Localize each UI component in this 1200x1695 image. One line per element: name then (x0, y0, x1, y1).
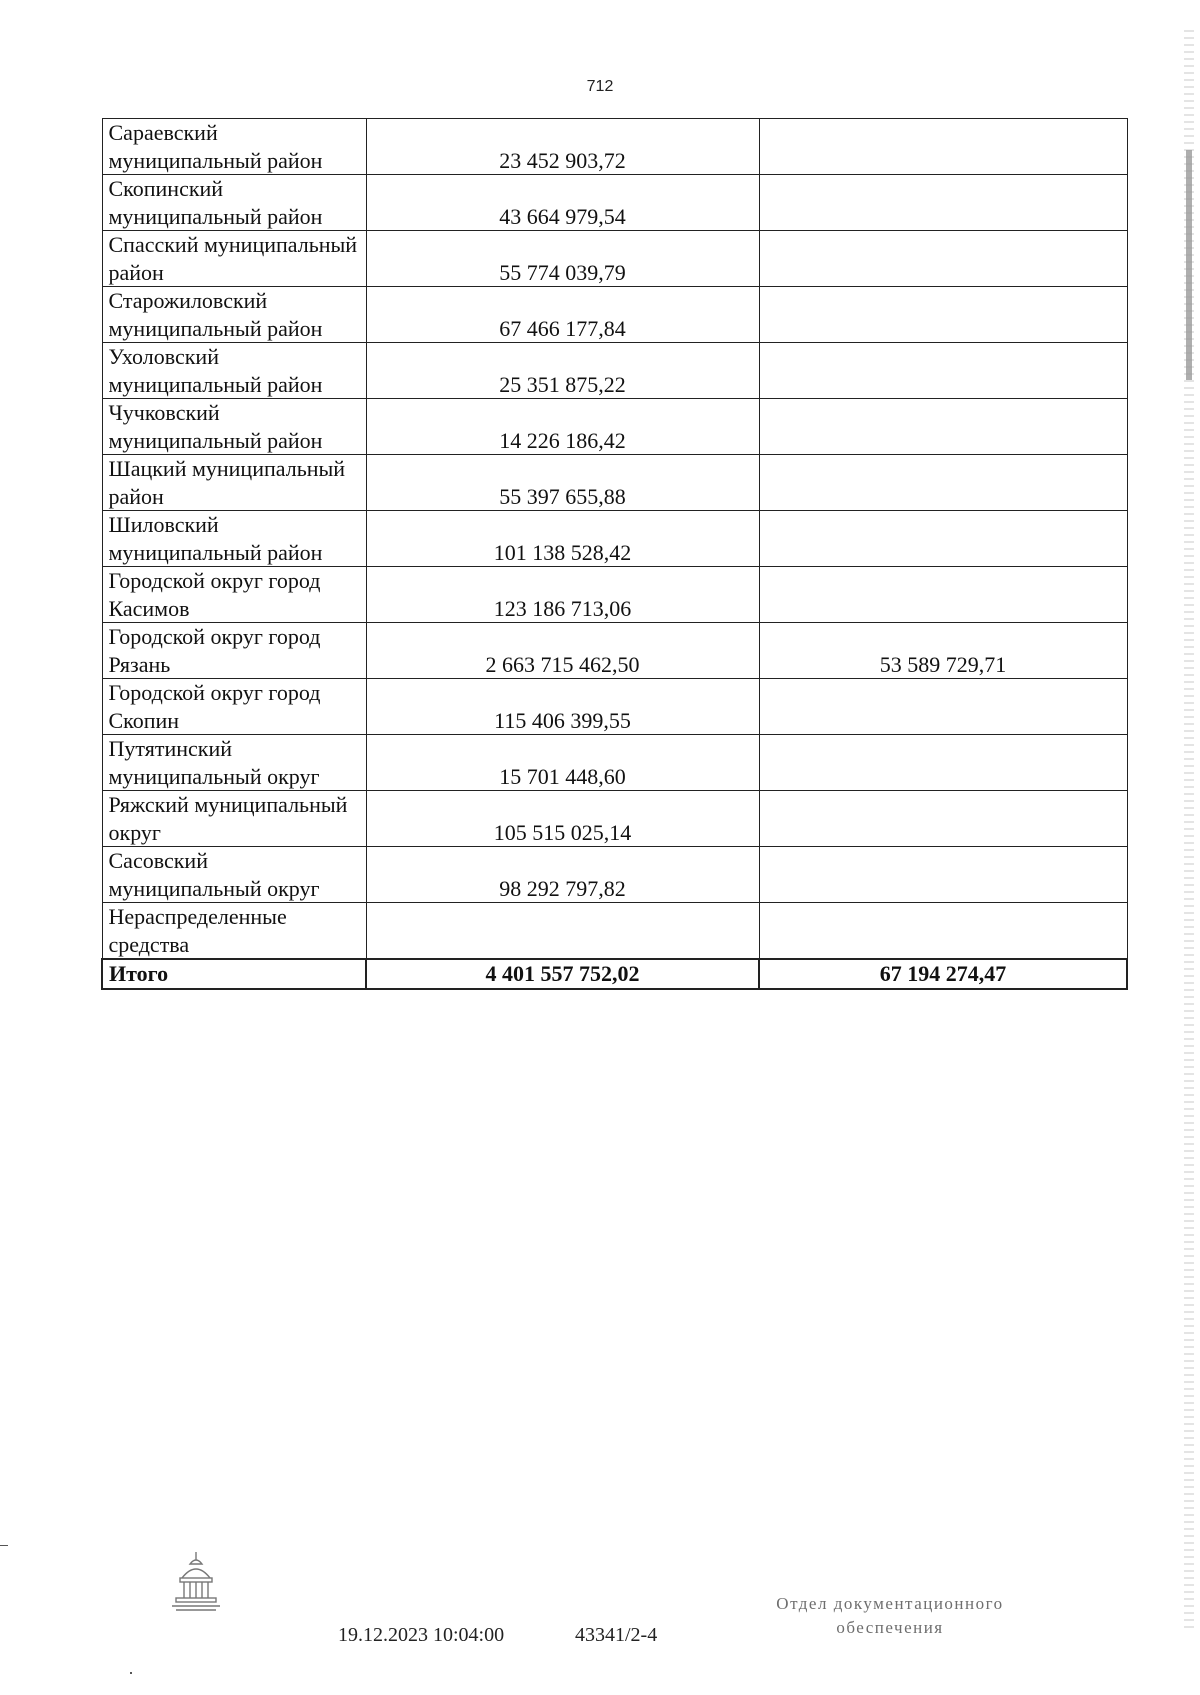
scan-dot (130, 1672, 132, 1674)
amount-cell: 67 466 177,84 (366, 287, 759, 343)
district-name-cell: Нераспределенные средства (102, 903, 366, 960)
table-row (102, 455, 1127, 511)
total-amount-cell: 4 401 557 752,02 (366, 959, 759, 989)
department-line1: Отдел документационного (776, 1594, 1004, 1613)
total-row (102, 959, 1127, 989)
amount-cell (366, 903, 759, 960)
registration-date: 19.12.2023 10:04:00 (338, 1624, 505, 1646)
margin-mark (0, 1545, 8, 1546)
extra-amount-cell (759, 287, 1127, 343)
district-name-cell: Городской округ город Рязань (102, 623, 366, 679)
scan-edge-shadow (1186, 150, 1192, 380)
department-line2: обеспечения (836, 1618, 944, 1637)
extra-amount-cell: 53 589 729,71 (759, 623, 1127, 679)
amount-cell: 105 515 025,14 (366, 791, 759, 847)
total-extra-cell: 67 194 274,47 (759, 959, 1127, 989)
amount-cell: 43 664 979,54 (366, 175, 759, 231)
table-row (102, 175, 1127, 231)
district-name-cell: Городской округ город Касимов (102, 567, 366, 623)
table-row (102, 847, 1127, 903)
extra-amount-cell (759, 231, 1127, 287)
extra-amount-cell (759, 567, 1127, 623)
allocation-table (101, 118, 1128, 990)
amount-cell: 115 406 399,55 (366, 679, 759, 735)
extra-amount-cell (759, 903, 1127, 960)
district-name-cell: Шиловский муниципальный район (102, 511, 366, 567)
table-row (102, 399, 1127, 455)
amount-cell: 123 186 713,06 (366, 567, 759, 623)
district-name-cell: Путятинский муниципальный округ (102, 735, 366, 791)
table-row (102, 511, 1127, 567)
district-name-cell: Сараевский муниципальный район (102, 119, 366, 175)
table-row (102, 343, 1127, 399)
district-name-cell: Скопинский муниципальный район (102, 175, 366, 231)
table-row (102, 231, 1127, 287)
extra-amount-cell (759, 119, 1127, 175)
department-stamp (735, 1592, 1045, 1640)
table-row (102, 791, 1127, 847)
table-row (102, 735, 1127, 791)
page-number: 712 (586, 78, 614, 95)
extra-amount-cell (759, 679, 1127, 735)
extra-amount-cell (759, 175, 1127, 231)
extra-amount-cell (759, 847, 1127, 903)
extra-amount-cell (759, 735, 1127, 791)
district-name-cell: Ухоловский муниципальный район (102, 343, 366, 399)
extra-amount-cell (759, 399, 1127, 455)
table-row (102, 903, 1127, 960)
district-name-cell: Сасовский муниципальный округ (102, 847, 366, 903)
table-row (102, 679, 1127, 735)
table-row (102, 287, 1127, 343)
district-name-cell: Спасский муниципальный район (102, 231, 366, 287)
total-label-cell: Итого (102, 959, 366, 989)
amount-cell: 55 774 039,79 (366, 231, 759, 287)
extra-amount-cell (759, 343, 1127, 399)
extra-amount-cell (759, 511, 1127, 567)
table-row (102, 567, 1127, 623)
duma-building-emblem-icon (168, 1550, 224, 1612)
district-name-cell: Шацкий муниципальный район (102, 455, 366, 511)
table-row (102, 623, 1127, 679)
district-name-cell: Старожиловский муниципальный район (102, 287, 366, 343)
amount-cell: 23 452 903,72 (366, 119, 759, 175)
district-name-cell: Чучковский муниципальный район (102, 399, 366, 455)
amount-cell: 55 397 655,88 (366, 455, 759, 511)
amount-cell: 14 226 186,42 (366, 399, 759, 455)
district-name-cell: Городской округ город Скопин (102, 679, 366, 735)
amount-cell: 15 701 448,60 (366, 735, 759, 791)
extra-amount-cell (759, 455, 1127, 511)
amount-cell: 101 138 528,42 (366, 511, 759, 567)
district-name-cell: Ряжский муниципальный округ (102, 791, 366, 847)
table-row (102, 119, 1127, 175)
amount-cell: 98 292 797,82 (366, 847, 759, 903)
amount-cell: 2 663 715 462,50 (366, 623, 759, 679)
amount-cell: 25 351 875,22 (366, 343, 759, 399)
extra-amount-cell (759, 791, 1127, 847)
registration-number: 43341/2-4 (575, 1624, 658, 1646)
